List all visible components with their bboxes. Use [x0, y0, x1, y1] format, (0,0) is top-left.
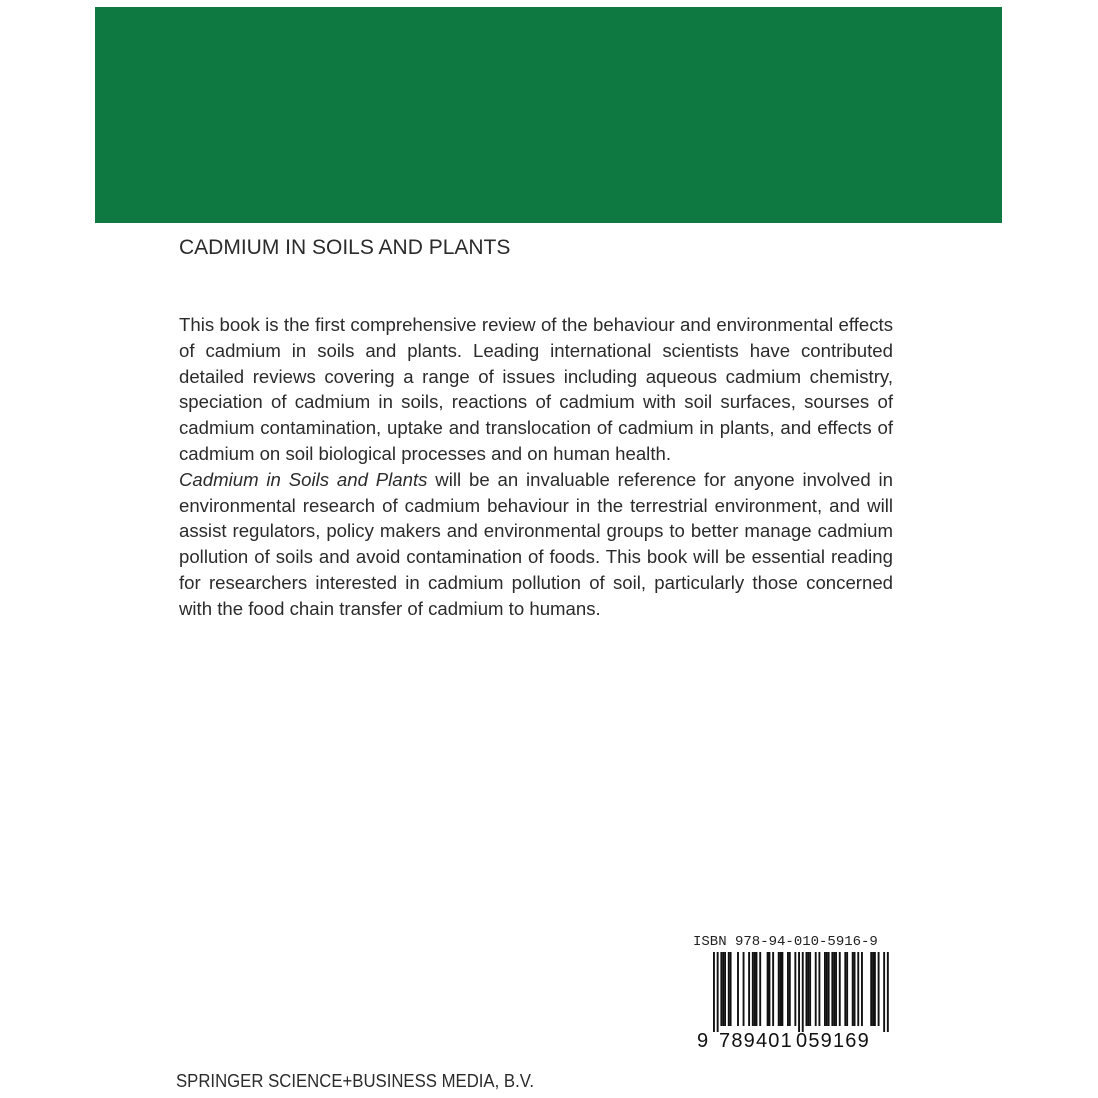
barcode-bar	[826, 952, 828, 1026]
ean-right-digits: 059169	[796, 1030, 870, 1052]
cover-color-band	[95, 7, 1002, 223]
barcode-bar	[722, 952, 724, 1026]
barcode-bar	[794, 952, 796, 1026]
barcode-bar	[713, 952, 715, 1032]
barcode-bar	[720, 952, 722, 1026]
description-paragraph-1: This book is the first comprehensive review of the behaviour and environmental effects of cadmium in soils and plants. Leading international scientists have contributed detailed reviews covering a range of issues including aqueous cadmium chemistry, speciation of cadmium in soils, reactions of cadmium with soil surfaces, sourses of cadmium contamination, uptake and translocation of cadmium in plants, and effects of cadmium on soil biological processes and on human health.	[179, 314, 893, 464]
barcode-bar	[756, 952, 758, 1026]
barcode-bar	[828, 952, 830, 1026]
barcode-bar	[818, 952, 820, 1026]
barcode-bar	[802, 952, 804, 1032]
barcode-bar	[854, 952, 856, 1026]
barcode-bar	[861, 952, 863, 1026]
barcode-bar	[787, 952, 789, 1026]
barcode-bar	[728, 952, 730, 1026]
barcode-bar	[809, 952, 811, 1026]
barcode-bar	[874, 952, 876, 1026]
barcode-bar	[781, 952, 783, 1026]
barcode-bar	[743, 952, 745, 1026]
barcode-bar	[872, 952, 874, 1026]
ean-left-digits: 789401	[719, 1030, 793, 1052]
barcode-bars	[693, 952, 911, 1032]
book-description	[179, 312, 893, 622]
barcode-bar	[857, 952, 859, 1026]
barcode-bar	[833, 952, 835, 1026]
barcode-bar	[806, 952, 808, 1026]
barcode-bar	[883, 952, 885, 1032]
isbn-label: ISBN 978-94-010-5916-9	[693, 934, 878, 950]
barcode-bar	[815, 952, 817, 1026]
barcode-bar	[824, 952, 826, 1026]
barcode-bar	[844, 952, 846, 1026]
description-paragraph-2-text: will be an invaluable reference for anyone involved in environmental research of cadmium behaviour in the terrestrial environment, and will assist regulators, policy makers and environmental groups to better manage cadmium pollution of soils and avoid contamination of foods. This book will be essential reading for researchers interested in cadmium pollution of soil, particularly those concerned with the food chain transfer of cadmium to humans.	[179, 468, 893, 619]
barcode-bar	[839, 952, 841, 1026]
barcode-bar	[717, 952, 719, 1032]
barcode-bar	[737, 952, 739, 1026]
description-paragraph-2	[179, 467, 893, 622]
publisher-name: SPRINGER SCIENCE+BUSINESS MEDIA, B.V.	[176, 1071, 535, 1091]
barcode-bar	[759, 952, 761, 1026]
barcode-bar	[730, 952, 732, 1026]
barcode-bar	[772, 952, 774, 1026]
barcode-bar	[767, 952, 769, 1026]
ean-first-digit: 9	[697, 1030, 709, 1052]
isbn-barcode	[693, 934, 911, 1054]
barcode-bar	[754, 952, 756, 1026]
barcode-bar	[870, 952, 872, 1026]
barcode-bar	[852, 952, 854, 1026]
barcode-bar	[780, 952, 782, 1026]
barcode-bar	[831, 952, 833, 1026]
barcode-bar	[878, 952, 880, 1026]
barcode-bar	[752, 952, 754, 1026]
barcode-bar	[724, 952, 726, 1026]
barcode-bar	[835, 952, 837, 1026]
barcode-bar	[778, 952, 780, 1026]
barcode-bar	[798, 952, 800, 1032]
barcode-bar	[789, 952, 791, 1026]
book-title: CADMIUM IN SOILS AND PLANTS	[179, 236, 511, 259]
barcode-bar	[748, 952, 750, 1026]
barcode-bar	[887, 952, 889, 1032]
barcode-bar	[846, 952, 848, 1026]
barcode-bar	[769, 952, 771, 1026]
barcode-bar	[807, 952, 809, 1026]
book-title-italic: Cadmium in Soils and Plants	[179, 468, 428, 490]
